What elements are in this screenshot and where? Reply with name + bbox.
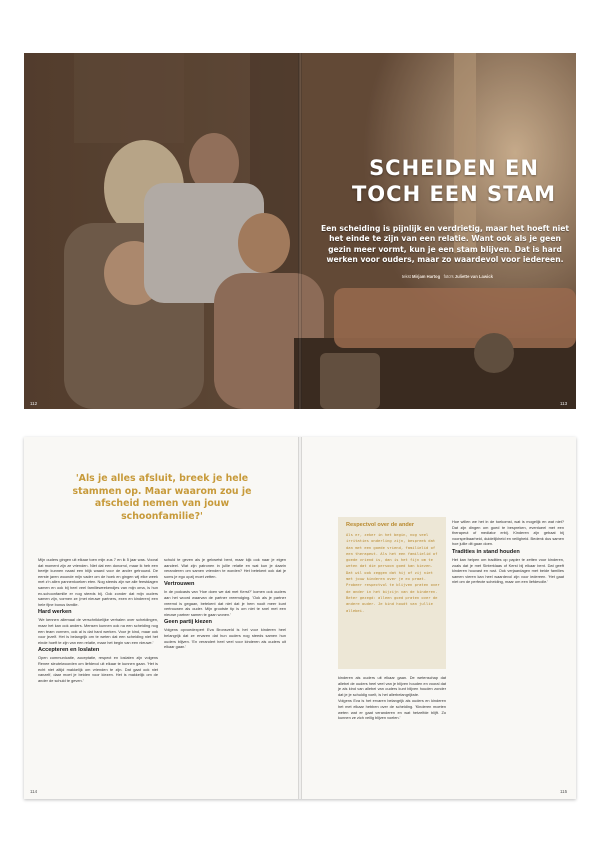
sidebar-box <box>338 517 446 669</box>
heading-tradities: Tradities in stand houden <box>452 548 520 555</box>
heading-geen-partij: Geen partij kiezen <box>164 619 212 626</box>
page-number-right-bottom: 115 <box>560 789 568 794</box>
page-number-left-bottom: 114 <box>30 789 38 794</box>
credit-text-name: Mirjam Hartog <box>412 274 441 279</box>
article-lead: Een scheiding is pijnlijk en verdrietig, maar het hoeft niet het einde te zijn van een relatie. Want ook als je geen gezin meer vormt, kun je een stam blijven. Dat is hard werken voor ouders, maar zo waardevol voor iedereen. <box>320 224 570 265</box>
col4-paragraph-2: Het kan helpen om tradities op papier te zetten voor kinderen, zoals dat je met Sinterklaas of Kerst bij elkaar bent. Dat geeft kinderen houvast en rust. Ook verjaardagen met beide families samen vieren kan heel waardevol zijn voor iedereen. 'Het gaat niet om de perfecte scheiding, maar om een liefdevolle.' <box>452 556 564 585</box>
sidebar-text: Als er, zeker in het begin, nog veel irritaties onderling zijn, bespreek dat dan met een goede vriend, familielid of een therapeut. Als het een familielid of goede vriend is, dan is het fijn om te weten dat die persoon goed kan kiezen. Dat wil ook zeggen dat hij of zij niet met jouw kinderen over je ex praat. Probeer respectvol te blijven praten over de ander in het bijzijn van de kinderen. Beter gezegd: alleen goed praten over de andere ouder. Je kind houdt van jullie allebei. <box>346 532 440 613</box>
col1-paragraph-2: 'We kennen allemaal de verschrikkelijke verhalen over scheidingen, maar het kan ook anders. Mensen kunnen ook na een scheiding nog een team vormen, ook al is dat hard werken. Voor je kind, maar ook voor jezelf. Het is belangrijk om te weten dat een scheiding niet het einde hoeft te zijn van een relatie, maar het begin van een nieuwe.' <box>38 617 158 645</box>
col2-paragraph-2: In de podcasts van 'Hoe doen we dat met Kerst?' komen ook ouders aan het woord waarvan de partner vreemdging. 'Ook als je partner vreemd is gegaan, betekent dat niet dat je hem nooit meer kunt vertrouwen als ouder. Mijn grootste tip is om niet te snel met een nieuwe partner samen te gaan wonen.' <box>164 589 286 617</box>
title-line-2: TOCH EEN STAM <box>351 182 557 206</box>
title-line-1: SCHEIDEN EN <box>369 156 539 180</box>
bottom-spread <box>24 437 576 799</box>
col4-paragraph-1: Hoe willen we het in de toekomst, wat is mogelijk en wat niet? Dat zijn dingen om goed te bespreken, eventueel met een therapeut of mediator erbij. Kinderen zijn gebaat bij voorspelbaarheid, duidelijkheid en veiligheid. Bedenk dus samen hoe jullie dit gaan doen. <box>452 519 564 547</box>
col2-paragraph-1: schuld te geven als je gekwetst bent, maar kijk ook naar je eigen aandeel. Wat zijn patronen in jullie relatie en wat kun je daarin veranderen om samen vrienden te worden? Het betekent ook dat je soms je ego opzij moet zetten. <box>164 557 286 579</box>
heading-accepteren: Accepteren en loslaten <box>38 647 100 654</box>
credit-text-label: tekst <box>402 274 411 279</box>
top-spread <box>24 53 576 409</box>
column-4 <box>452 519 564 586</box>
credits <box>402 274 493 279</box>
column-2 <box>164 557 286 651</box>
column-1 <box>38 557 158 684</box>
heading-vertrouwen: Vertrouwen <box>164 581 195 588</box>
sidebar-title: Respectvol over de ander <box>346 522 415 528</box>
col1-paragraph-3: Open communicatie, acceptatie, respect en loslaten zijn volgens Renee sleutelwoorden om liefdevol uit elkaar te kunnen gaan. 'Het is echt niet altijd makkelijk om vrienden te zijn. Dat gaat ook niet vanzelf, daar moet je beiden voor kiezen. Het is makkelijk om de ander de schuld te geven.' <box>38 655 158 683</box>
column-3 <box>338 675 446 722</box>
col1-paragraph-1: Mijn ouders gingen uit elkaar toen mijn zus 7 en ik 5 jaar was. Vooral dat moment zijn ze vrienden. Niet dat een donorrol, maar ik heb een beetje kunnen naast een blijk waard voor de ander getrouwd. De eerste jaren woonde mijn vader om de hoek en gingen wij elke week met z'n allen pannenkoeken eten. Nog steeds zijn we alle feestdagen samen en ook bij heel veel familieweekendjes van mijn oma, is hun ex-schoonfamilie er nog steeds bij. Ook zonder dat mijn ouders samen zijn, vormen ze (met nieuwe partners, exen en kinderen) een hele fijne bonus familie. <box>38 557 158 607</box>
right-page <box>302 437 576 799</box>
page-number-left: 112 <box>30 401 38 406</box>
pull-quote: 'Als je alles afsluit, breek je hele stammen op. Maar waarom zou je afscheid nemen van jouw schoonfamilie?' <box>72 473 252 522</box>
page-number-right: 113 <box>560 401 568 406</box>
col2-paragraph-3: Volgens opvoedexpert Eva Bronsveld is het voor kinderen heel belangrijk dat ze ervaren dat hun ouders nog steeds samen hun ouders blijven. 'En verandert heel veel voor kinderen als ouders uit elkaar gaan.' <box>164 627 286 650</box>
article-title <box>340 155 568 207</box>
credit-photo-label: foto's <box>443 274 454 279</box>
col3-paragraph-2: Volgens Eva is het ervaren belangrijk als ouders en kinderen het met elkaar hebben over de scheiding. 'Kinderen moeten weten wat er gaat veranderen en wat hetzelfde blijft. Zo kunnen ze zich veilig blijven voelen.' <box>338 698 446 721</box>
credit-photo-name: Juliette van Lawick <box>454 274 493 279</box>
heading-hard-werken: Hard werken <box>38 609 72 616</box>
left-page <box>24 437 298 799</box>
spine-shadow <box>298 53 302 409</box>
col3-paragraph-1: kinderen als ouders uit elkaar gaan. De wetenschap dat allebei de ouders heel veel van je blijven houden en vooral dat je als kind van allebei van ouders kunt blijven houden zonder dat je je schuldig voelt, is het allerbelangrijkste. <box>338 675 446 697</box>
